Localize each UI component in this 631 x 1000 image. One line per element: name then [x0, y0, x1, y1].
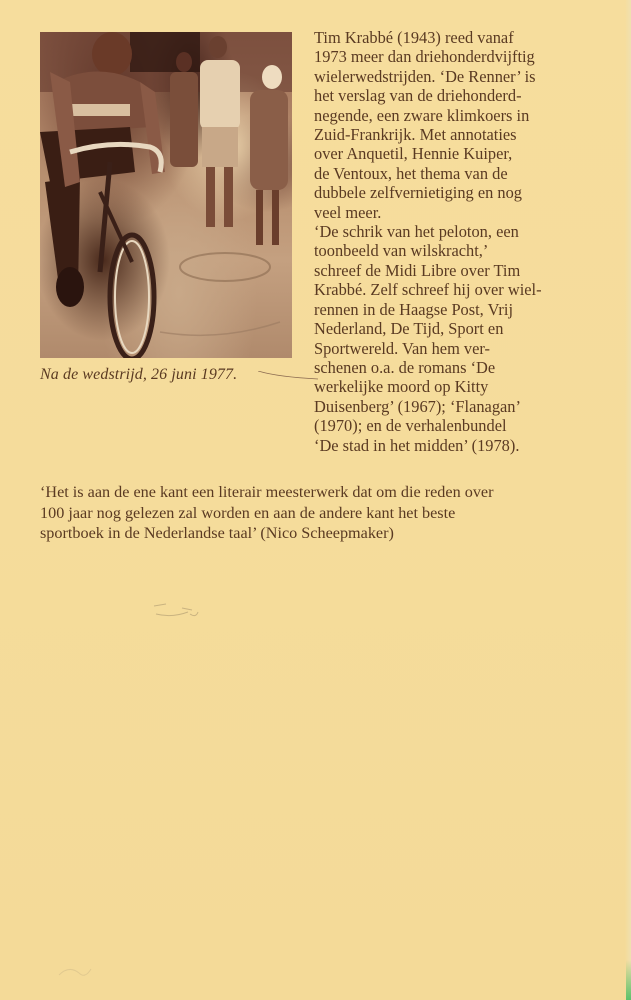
bio-line: wielerwedstrijden. ‘De Renner’ is [314, 66, 536, 86]
bio-line: werkelijke moord op Kitty [314, 377, 489, 397]
bio-line: rennen in de Haagse Post, Vrij [314, 299, 513, 319]
bio-line: over Anquetil, Hennie Kuiper, [314, 144, 513, 164]
page-edge [625, 0, 631, 1000]
bio-line: toonbeeld van wilskracht,’ [314, 241, 489, 261]
bio-line: Duisenberg’ (1967); ‘Flanagan’ [314, 396, 521, 416]
bio-line: Tim Krabbé (1943) reed vanaf [314, 28, 514, 47]
bio-line: schreef de Midi Libre over Tim [314, 260, 521, 280]
bio-line: schenen o.a. de romans ‘De [314, 357, 496, 377]
bio-line: Sportwereld. Van hem ver- [314, 338, 490, 358]
print-smudge [55, 955, 95, 985]
bio-line: het verslag van de driehonderd- [314, 86, 522, 106]
review-quote [40, 482, 580, 544]
quote-line: sportboek in de Nederlandse taal’ (Nico Scheepmaker) [40, 524, 394, 542]
bio-line: Krabbé. Zelf schreef hij over wiel- [314, 280, 542, 300]
cyclist-photo [40, 32, 292, 358]
caption-pointer-line [258, 371, 318, 381]
bio-line: 1973 meer dan driehonderdvijftig [314, 47, 535, 67]
bio-line: Zuid-Frankrijk. Met annotaties [314, 125, 517, 145]
bio-line: dubbele zelfvernietiging en nog [314, 183, 522, 203]
bio-line: ‘De stad in het midden’ (1978). [314, 435, 520, 455]
bio-line: de Ventoux, het thema van de [314, 163, 508, 183]
quote-line: ‘Het is aan de ene kant een literair meesterwerk dat om die reden over [40, 483, 494, 501]
cyclist-illustration [40, 32, 292, 358]
bio-line: negende, een zware klimkoers in [314, 105, 530, 125]
page-edge-color-mark [626, 960, 631, 1000]
bio-line: Nederland, De Tijd, Sport en [314, 319, 504, 339]
bio-line: veel meer. [314, 202, 382, 222]
author-bio [314, 28, 574, 455]
photo-caption: Na de wedstrijd, 26 juni 1977. [40, 366, 238, 383]
bio-line: ‘De schrik van het peloton, een [314, 222, 519, 242]
bio-line: (1970); en de verhalenbundel [314, 416, 507, 436]
quote-line: 100 jaar nog gelezen zal worden en aan de andere kant het beste [40, 503, 456, 522]
print-smudge [152, 600, 202, 622]
